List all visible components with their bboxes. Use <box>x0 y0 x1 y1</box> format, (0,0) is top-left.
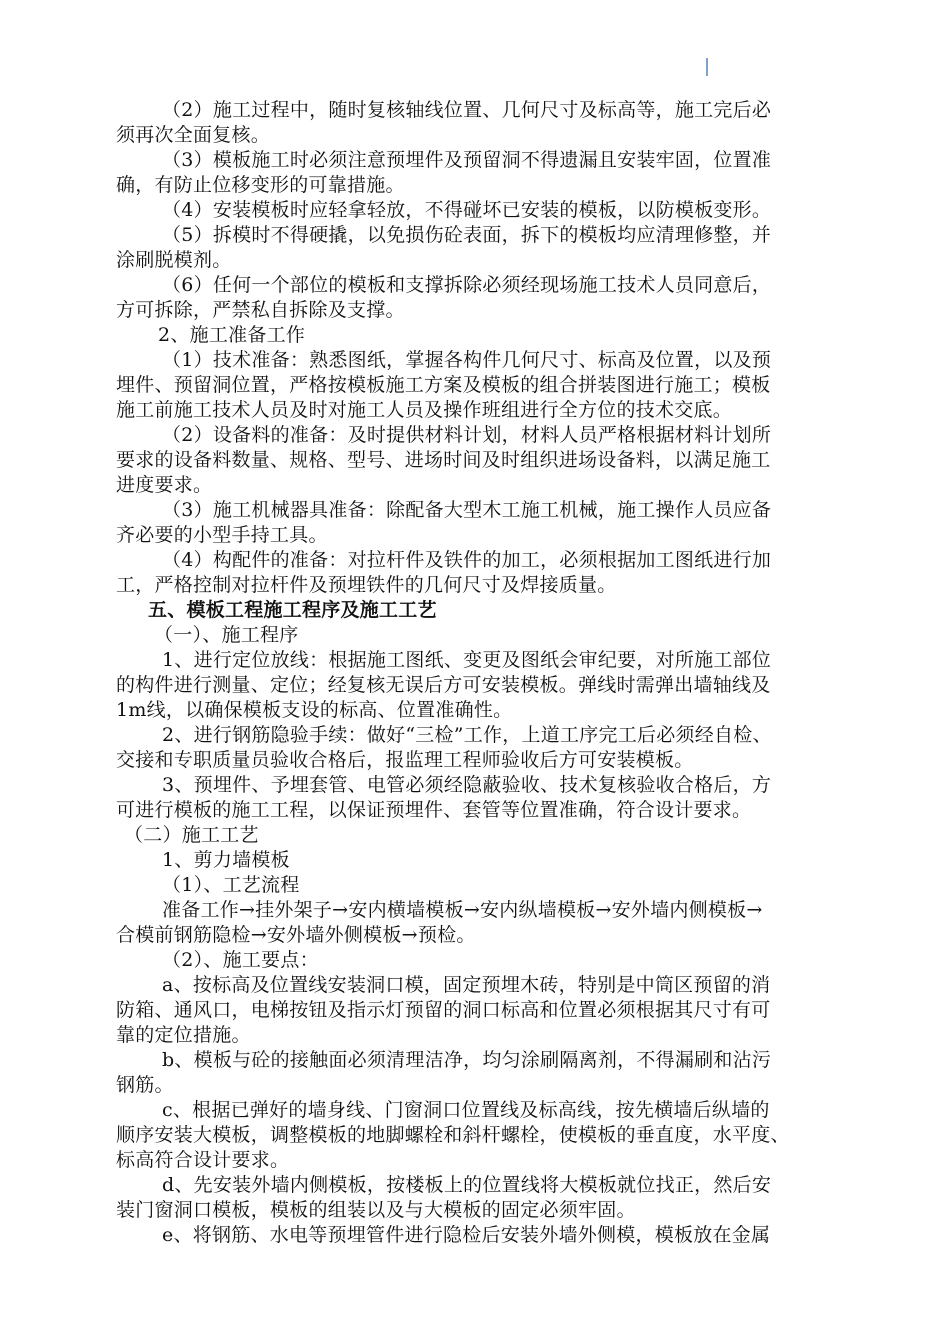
paragraph-line: 1m线，以确保模板支设的标高、位置准确性。 <box>116 699 513 721</box>
paragraph-line: 确，有防止位移变形的可靠措施。 <box>116 174 405 196</box>
paragraph-line: 埋件、预留洞位置，严格按模板施工方案及模板的组合拼装图进行施工；模板 <box>116 374 771 396</box>
section-heading: 五、模板工程施工程序及施工工艺 <box>148 599 437 621</box>
paragraph-line: 2、进行钢筋隐验手续：做好“三检”工作，上道工序完工后必须经自检、 <box>162 724 772 746</box>
paragraph-line: 方可拆除，严禁私自拆除及支撑。 <box>116 299 405 321</box>
paragraph-line: 要求的设备料数量、规格、型号、进场时间及时组织进场设备料，以满足施工 <box>116 449 771 471</box>
paragraph-line: 钢筋。 <box>116 1074 174 1096</box>
paragraph-line: （2）、施工要点： <box>162 949 319 971</box>
paragraph-line: （5）拆模时不得硬撬，以免损伤砼表面，拆下的模板均应清理修整，并 <box>162 224 772 246</box>
paragraph-line: 2、施工准备工作 <box>158 324 306 346</box>
paragraph-line: 准备工作→挂外架子→安内横墙模板→安内纵墙模板→安外墙内侧模板→ <box>162 899 763 921</box>
paragraph-line: 装门窗洞口模板，模板的组装以及与大模板的固定必须牢固。 <box>116 1199 636 1221</box>
paragraph-line: 合模前钢筋隐检→安外墙外侧模板→预检。 <box>116 924 476 946</box>
paragraph-line: （3）模板施工时必须注意预埋件及预留洞不得遗漏且安装牢固，位置准 <box>162 149 772 171</box>
paragraph-line: 进度要求。 <box>116 474 213 496</box>
paragraph-line: 交接和专职质量员验收合格后，报监理工程师验收后方可安装模板。 <box>116 749 694 771</box>
paragraph-line: 施工前施工技术人员及时对施工人员及操作班组进行全方位的技术交底。 <box>116 399 733 421</box>
paragraph-line: 靠的定位措施。 <box>116 1024 251 1046</box>
text-cursor-mark <box>706 58 708 76</box>
paragraph-line: 工，严格控制对拉杆件及预埋铁件的几何尺寸及焊接质量。 <box>116 574 617 596</box>
paragraph-line: d、先安装外墙内侧模板，按楼板上的位置线将大模板就位找正，然后安 <box>162 1174 772 1196</box>
paragraph-line: 1、进行定位放线：根据施工图纸、变更及图纸会审纪要，对所施工部位 <box>162 649 772 671</box>
paragraph-line: 防箱、通风口，电梯按钮及指示灯预留的洞口标高和位置必须根据其尺寸有可 <box>116 999 771 1021</box>
paragraph-line: c、根据已弹好的墙身线、门窗洞口位置线及标高线，按先横墙后纵墙的 <box>162 1099 770 1121</box>
paragraph-line: 涂刷脱模剂。 <box>116 249 232 271</box>
paragraph-line: （4）构配件的准备：对拉杆件及铁件的加工，必须根据加工图纸进行加 <box>162 549 772 571</box>
paragraph-line: 1、剪力墙模板 <box>162 849 290 871</box>
paragraph-line: 的构件进行测量、定位；经复核无误后方可安装模板。弹线时需弹出墙轴线及 <box>116 674 771 696</box>
paragraph-line: （二）施工工艺 <box>124 824 259 846</box>
paragraph-line: 齐必要的小型手持工具。 <box>116 524 328 546</box>
paragraph-line: （2）设备料的准备：及时提供材料计划，材料人员严格根据材料计划所 <box>162 424 772 446</box>
paragraph-line: 顺序安装大模板，调整模板的地脚螺栓和斜杆螺栓，使模板的垂直度，水平度、 <box>116 1124 790 1146</box>
paragraph-line: （1）技术准备：熟悉图纸，掌握各构件几何尺寸、标高及位置，以及预 <box>162 349 772 371</box>
paragraph-line: （2）施工过程中，随时复核轴线位置、几何尺寸及标高等，施工完后必 <box>162 99 772 121</box>
paragraph-line: 可进行模板的施工工程，以保证预埋件、套管等位置准确，符合设计要求。 <box>116 799 752 821</box>
paragraph-line: （4）安装模板时应轻拿轻放，不得碰坏已安装的模板，以防模板变形。 <box>162 199 772 221</box>
paragraph-line: e、将钢筋、水电等预埋管件进行隐检后安装外墙外侧模，模板放在金属 <box>162 1224 771 1246</box>
paragraph-line: a、按标高及位置线安装洞口模，固定预埋木砖，特别是中筒区预留的消 <box>162 974 771 996</box>
paragraph-line: （1）、工艺流程 <box>162 874 300 896</box>
paragraph-line: 须再次全面复核。 <box>116 124 271 146</box>
paragraph-line: （3）施工机械器具准备：除配备大型木工施工机械，施工操作人员应备 <box>162 499 772 521</box>
paragraph-line: （6）任何一个部位的模板和支撑拆除必须经现场施工技术人员同意后， <box>162 274 772 296</box>
paragraph-line: 3、预埋件、予埋套管、电管必须经隐蔽验收、技术复核验收合格后，方 <box>162 774 772 796</box>
paragraph-line: b、模板与砼的接触面必须清理洁净，均匀涂刷隔离剂，不得漏刷和沾污 <box>162 1049 772 1071</box>
paragraph-line: （一）、施工程序 <box>154 624 299 646</box>
paragraph-line: 标高符合设计要求。 <box>116 1149 290 1171</box>
document-body <box>116 98 876 1248</box>
